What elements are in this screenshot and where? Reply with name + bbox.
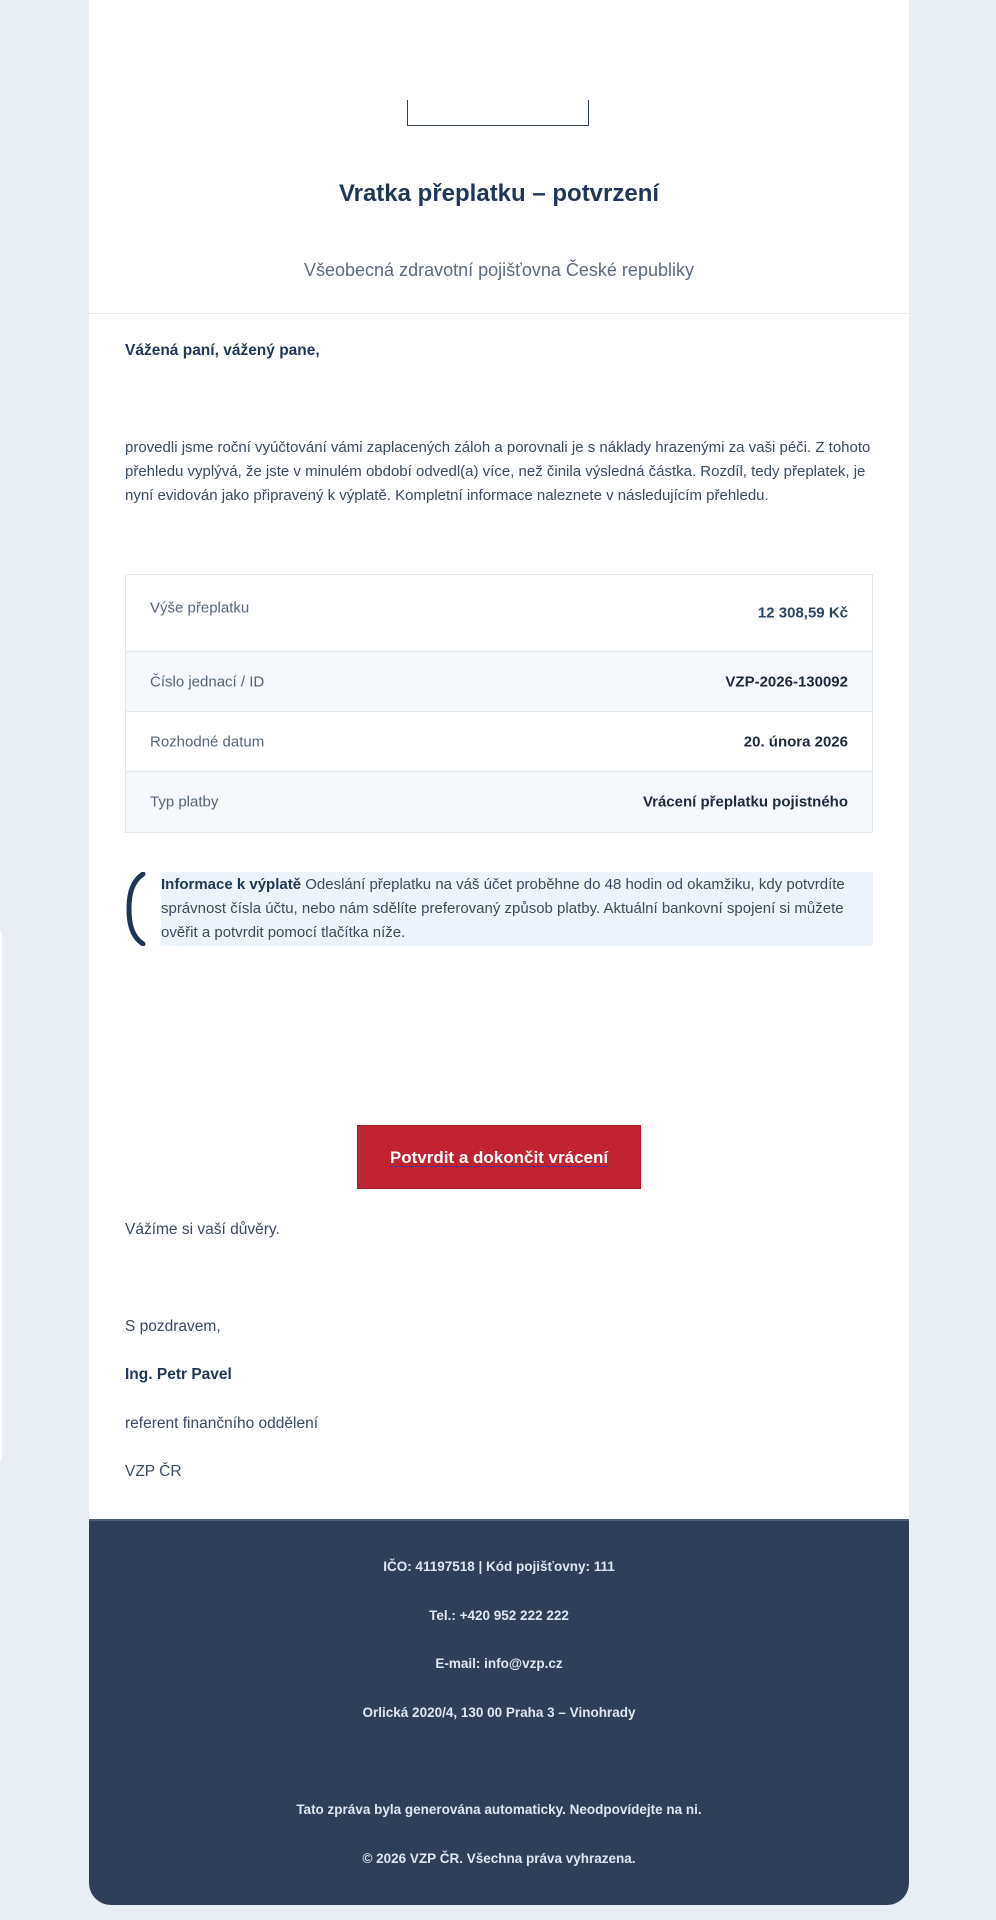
info-callout: [125, 872, 873, 946]
confirm-refund-button[interactable]: Potvrdit a dokončit vrácení: [357, 1125, 641, 1189]
details-value: 20. února 2026: [743, 733, 848, 750]
details-table: [125, 574, 873, 833]
footer-phone: Tel.: +420 952 222 222: [429, 1608, 569, 1623]
details-row-reference: [126, 652, 872, 712]
info-body: Odeslání přeplatku na váš účet proběhne do 48 hodin od okamžiku, kdy potvrdíte správnost čísla účtu, nebo nám sdělíte preferovaný způsob platby. Aktuální bankovní spojení si můžete ověřit a potvrdit pomocí tlačítka níže.: [161, 876, 845, 941]
email-subtitle: Všeobecná zdravotní pojišťovna České republiky: [304, 260, 694, 280]
details-value: 12 308,59 Kč: [757, 604, 848, 622]
closing-thanks: Vážíme si vaší důvěry.: [125, 1221, 280, 1238]
details-label: Rozhodné datum: [150, 733, 265, 750]
email-card: [89, 0, 909, 1905]
footer-notice: Tato zpráva byla generována automaticky. Neodpovídejte na ni.: [296, 1802, 702, 1817]
logo-placeholder: [407, 100, 589, 126]
footer-ids: IČO: 41197518 | Kód pojišťovny: 111: [383, 1559, 615, 1574]
background-strip: [0, 932, 2, 1460]
closing-regards: S pozdravem,: [125, 1318, 221, 1335]
header-divider: [89, 313, 909, 314]
footer-address: Orlická 2020/4, 130 00 Praha 3 – Vinohrady: [362, 1705, 636, 1720]
email-title: Vratka přeplatku – potvrzení: [338, 180, 660, 207]
signer-organization: VZP ČR: [125, 1463, 182, 1480]
details-label: Typ platby: [150, 793, 219, 811]
details-row-date: [126, 712, 872, 772]
footer-email-link[interactable]: E-mail: info@vzp.cz: [435, 1656, 563, 1671]
details-row-payment-type: [126, 772, 872, 832]
details-value: VZP-2026-130092: [725, 673, 848, 690]
bracket-icon: [125, 872, 147, 946]
signer-name: Ing. Petr Pavel: [125, 1366, 232, 1383]
greeting: Vážená paní, vážený pane,: [125, 342, 320, 359]
details-value: Vrácení přeplatku pojistného: [642, 793, 848, 811]
details-label: Výše přeplatku: [150, 599, 250, 617]
info-text: [161, 872, 873, 946]
intro-paragraph: provedli jsme roční vyúčtování vámi zaplacených záloh a porovnali je s náklady hrazenými za vaši péči. Z tohoto přehledu vyplývá, že jste v minulém období odvedl(a) více, než činila výsledná částka. Rozdíl, tedy přeplatek, je nyní evidován jako připravený k výplatě. Kompletní informace naleznete v následujícím přehledu.: [125, 439, 871, 504]
details-row-amount: [126, 575, 872, 652]
footer-copyright: © 2026 VZP ČR. Všechna práva vyhrazena.: [362, 1851, 636, 1866]
footer: [89, 1519, 909, 1905]
signer-role: referent finančního oddělení: [125, 1415, 319, 1432]
details-label: Číslo jednací / ID: [150, 673, 265, 690]
info-heading: Informace k výplatě: [161, 876, 302, 893]
